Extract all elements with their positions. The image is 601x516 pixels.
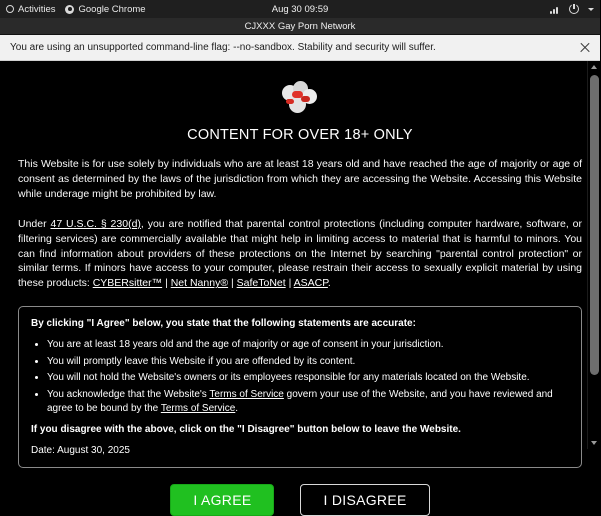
close-icon[interactable] xyxy=(578,41,592,55)
infobar-message: You are using an unsupported command-line flag: --no-sandbox. Stability and security will suffer. xyxy=(10,42,436,53)
app-menu-chrome[interactable] xyxy=(65,4,145,15)
system-top-bar xyxy=(0,0,600,18)
chevron-down-icon[interactable] xyxy=(588,8,594,11)
power-icon[interactable] xyxy=(569,4,579,14)
browser-viewport xyxy=(0,61,600,508)
list-item: • You will not hold the Website's owners or its employees responsible for any materials located on the Website. xyxy=(47,371,569,385)
sep-2: | xyxy=(228,277,237,290)
paragraph-body: , you are notified that parental control protections (including computer hardware, software, or filtering services) are commercially available that might help in limiting access to material that is harmful to minors. You can find information about providers of these protections on the Internet by searching "parental control protection" or similar terms. If minors have access to your computer, please restrain their access to sexually explicit material by using these products: xyxy=(18,217,583,290)
clock[interactable]: Aug 30 09:59 xyxy=(271,3,329,15)
agreement-header: By clicking "I Agree" below, you state that the following statements are accurate: xyxy=(31,318,416,330)
disagree-note: If you disagree with the above, click on the "I Disagree" button below to leave the Website. xyxy=(31,423,461,435)
age-paragraph: This Website is for use solely by individuals who are at least 18 years old and have reached the age of majority or age of consent as determined by the laws of the jurisdiction from which they are accessing the Website. Accessing this Website while underage might be prohibited by law. xyxy=(18,158,582,200)
tos-text-b: govern your use of the Website, and you have reviewed and agree to be bound by the xyxy=(47,389,553,414)
terms-of-service-link-2[interactable]: Terms of Service xyxy=(160,402,236,414)
terms-of-service-link-1[interactable]: Terms of Service xyxy=(209,389,284,401)
button-row xyxy=(18,484,582,516)
chrome-icon xyxy=(65,5,74,14)
provider-link-safetonet[interactable]: SafeToNet xyxy=(236,277,286,290)
list-item xyxy=(47,388,569,416)
provider-link-asacp[interactable]: ASACP xyxy=(293,277,328,290)
provider-link-netnanny[interactable]: Net Nanny® xyxy=(170,277,229,290)
command-line-flag-infobar xyxy=(0,35,600,61)
agreement-list xyxy=(31,338,569,416)
page-title: CONTENT FOR OVER 18+ ONLY xyxy=(187,127,413,143)
disagree-button[interactable]: I DISAGREE xyxy=(300,484,429,516)
app-menu-label: Google Chrome xyxy=(78,3,146,15)
list-item: • You are at least 18 years old and the age of majority or age of consent in your jurisdiction. xyxy=(47,338,569,352)
list-item: • You will promptly leave this Website if you are offended by its content. xyxy=(47,355,569,369)
scroll-down-arrow-icon[interactable] xyxy=(588,437,601,449)
paragraph-prefix: Under xyxy=(18,217,51,230)
agreement-box xyxy=(18,306,582,467)
site-logo-icon xyxy=(280,79,320,117)
network-icon[interactable] xyxy=(550,5,560,14)
window-title-bar xyxy=(0,18,600,35)
logo-container xyxy=(18,79,582,117)
scrollbar-thumb[interactable] xyxy=(590,75,599,375)
sep-1: | xyxy=(162,277,171,290)
tos-text-c: . xyxy=(235,402,239,414)
agree-button[interactable]: I AGREE xyxy=(170,484,274,516)
statute-link[interactable]: 47 U.S.C. § 230(d) xyxy=(50,217,141,230)
tos-text-a: You acknowledge that the Website's xyxy=(47,389,210,401)
provider-link-cybersitter[interactable]: CYBERsitter™ xyxy=(92,277,163,290)
scroll-up-arrow-icon[interactable] xyxy=(588,61,601,73)
sep-3: | xyxy=(285,277,294,290)
paragraph-suffix: . xyxy=(327,277,331,290)
agreement-date: Date: August 30, 2025 xyxy=(31,444,130,456)
activities-icon xyxy=(6,5,14,13)
page-scrollbar[interactable] xyxy=(587,61,600,449)
window-title: CJXXX Gay Porn Network xyxy=(244,20,356,32)
age-verification-page xyxy=(0,61,600,508)
parental-controls-paragraph xyxy=(18,217,582,292)
activities-label: Activities xyxy=(18,3,56,15)
activities-button[interactable] xyxy=(6,4,55,15)
